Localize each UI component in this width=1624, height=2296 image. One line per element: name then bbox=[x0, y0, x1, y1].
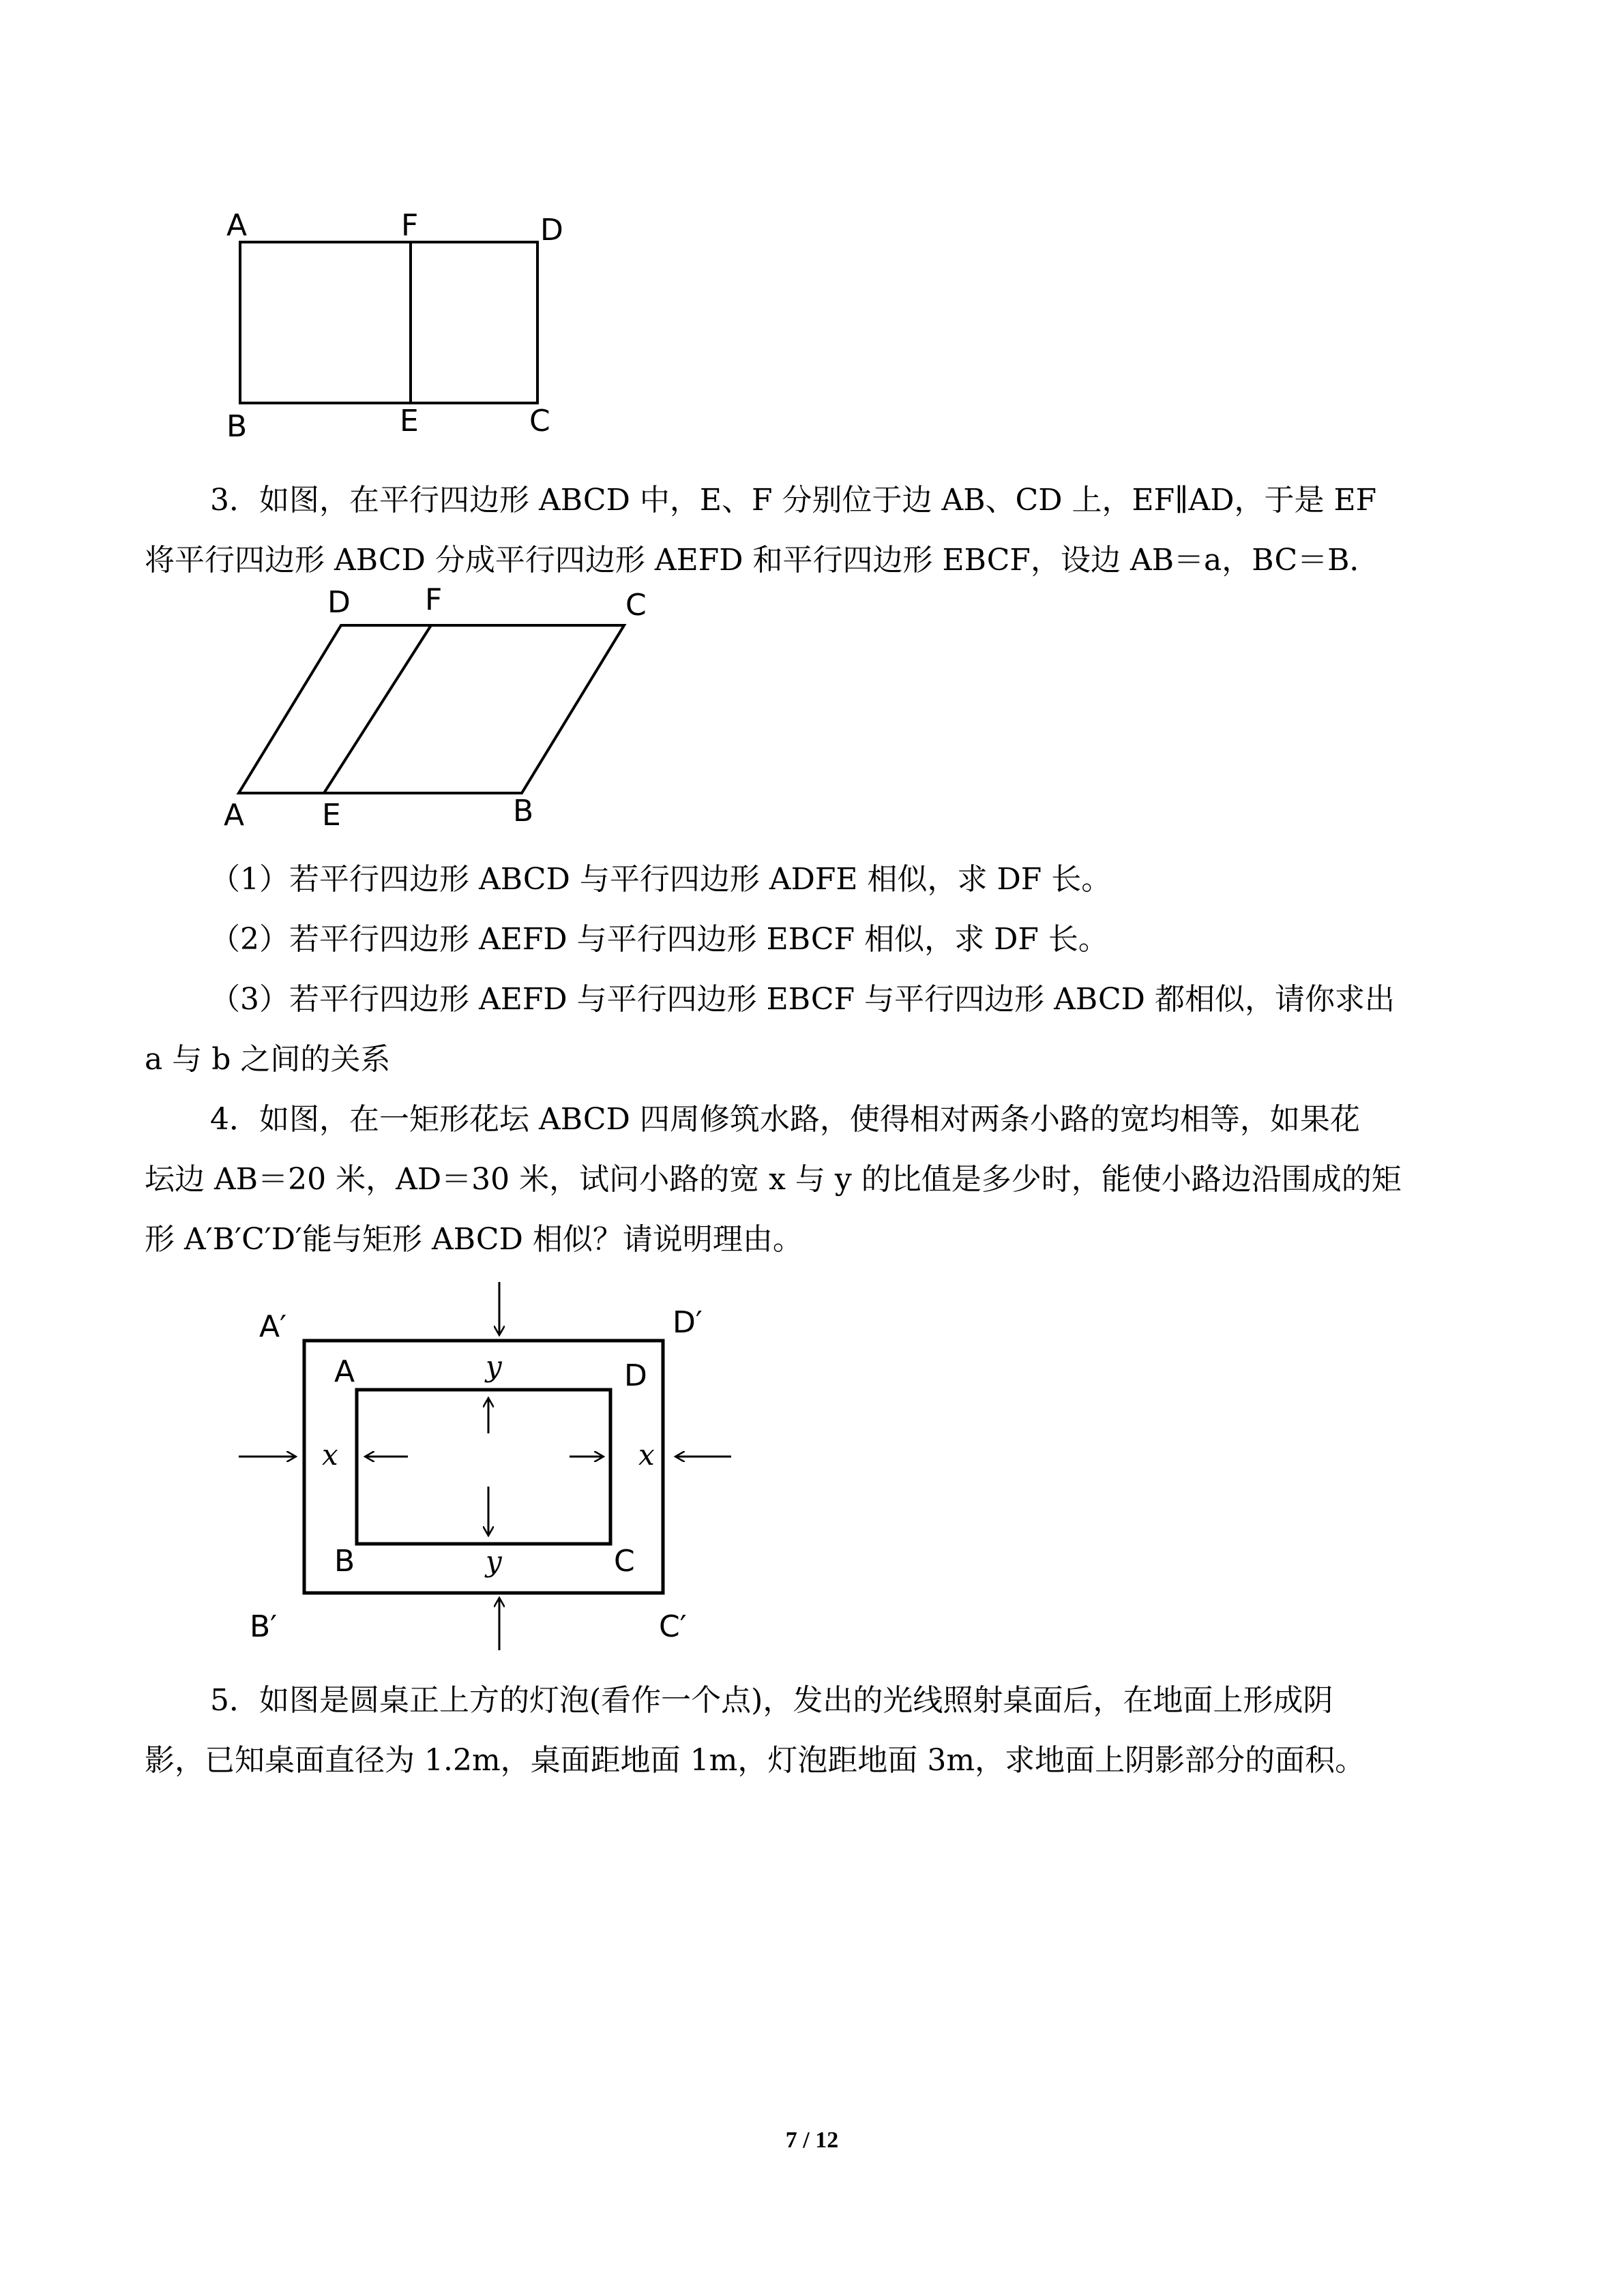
label-a: A bbox=[224, 798, 245, 833]
inner-rectangle-abcd bbox=[357, 1390, 610, 1544]
question-5-line-2: 影，已知桌面直径为 1.2m，桌面距地面 1m，灯泡距地面 3m，求地面上阴影部分的面积。 bbox=[145, 1743, 1365, 1778]
label-d: D bbox=[624, 1358, 647, 1393]
label-c: C bbox=[529, 404, 550, 438]
question-3-sub-3-line-2: a 与 b 之间的关系 bbox=[145, 1042, 391, 1077]
label-y-top: y bbox=[486, 1350, 502, 1383]
question-3-sub-1: （1）若平行四边形 ABCD 与平行四边形 ADFE 相似，求 DF 长。 bbox=[210, 862, 1112, 897]
question-5-line-1: 5．如图是圆桌正上方的灯泡(看作一个点)，发出的光线照射桌面后，在地面上形成阴 bbox=[210, 1683, 1333, 1718]
question-3-line-2: 将平行四边形 ABCD 分成平行四边形 AEFD 和平行四边形 EBCF，设边 AB＝a，BC＝B． bbox=[145, 543, 1380, 578]
question-3-sub-2: （2）若平行四边形 AEFD 与平行四边形 EBCF 相似，求 DF 长。 bbox=[210, 922, 1108, 957]
question-3-stem bbox=[145, 471, 1481, 591]
figure-rectangle-abcd-svg bbox=[218, 205, 573, 450]
label-a: A bbox=[226, 208, 248, 243]
page-number: 7 / 12 bbox=[785, 2128, 839, 2153]
label-y-bottom: y bbox=[486, 1545, 502, 1578]
label-e: E bbox=[400, 404, 419, 438]
question-3-subquestions bbox=[145, 850, 1481, 1090]
label-x-right: x bbox=[638, 1438, 655, 1472]
label-f: F bbox=[425, 582, 443, 617]
figure-parallelogram-abcd-svg bbox=[218, 580, 682, 839]
label-c-prime: C′ bbox=[659, 1609, 687, 1644]
label-c: C bbox=[614, 1544, 635, 1579]
question-5-stem bbox=[145, 1671, 1481, 1791]
figure-rectangle-abcd bbox=[218, 205, 573, 450]
question-4-line-2: 坛边 AB＝20 米，AD＝30 米，试问小路的宽 x 与 y 的比值是多少时，能使小路边沿围成的矩 bbox=[145, 1162, 1402, 1197]
segment-ef bbox=[324, 625, 431, 793]
figure-flower-bed bbox=[225, 1282, 750, 1650]
parallelogram-outline bbox=[239, 625, 624, 793]
label-c: C bbox=[625, 588, 647, 623]
question-4-line-3: 形 A′B′C′D′能与矩形 ABCD 相似？请说明理由。 bbox=[145, 1222, 803, 1257]
question-3-sub-3-line-1: （3）若平行四边形 AEFD 与平行四边形 EBCF 与平行四边形 ABCD 都相似，请你求出 bbox=[210, 982, 1395, 1017]
question-4-line-1: 4．如图，在一矩形花坛 ABCD 四周修筑水路，使得相对两条小路的宽均相等，如果花 bbox=[210, 1102, 1360, 1137]
question-3-line-1: 3．如图，在平行四边形 ABCD 中，E、F 分别位于边 AB、CD 上，EF∥AD，于是 EF bbox=[210, 483, 1377, 518]
label-x-left: x bbox=[322, 1438, 338, 1472]
label-d: D bbox=[327, 585, 351, 620]
figure-parallelogram-abcd bbox=[218, 580, 682, 839]
label-b: B bbox=[513, 794, 534, 829]
label-a: A bbox=[334, 1354, 355, 1389]
label-d-prime: D′ bbox=[673, 1305, 703, 1340]
label-b: B bbox=[226, 409, 248, 444]
outer-rectangle bbox=[240, 242, 537, 403]
label-f: F bbox=[401, 208, 419, 243]
figure-flower-bed-svg bbox=[225, 1282, 750, 1650]
label-e: E bbox=[322, 798, 341, 833]
label-d: D bbox=[540, 213, 563, 248]
question-4-stem bbox=[145, 1090, 1481, 1270]
label-a-prime: A′ bbox=[259, 1309, 287, 1344]
label-b: B bbox=[334, 1544, 355, 1579]
label-b-prime: B′ bbox=[250, 1609, 278, 1644]
